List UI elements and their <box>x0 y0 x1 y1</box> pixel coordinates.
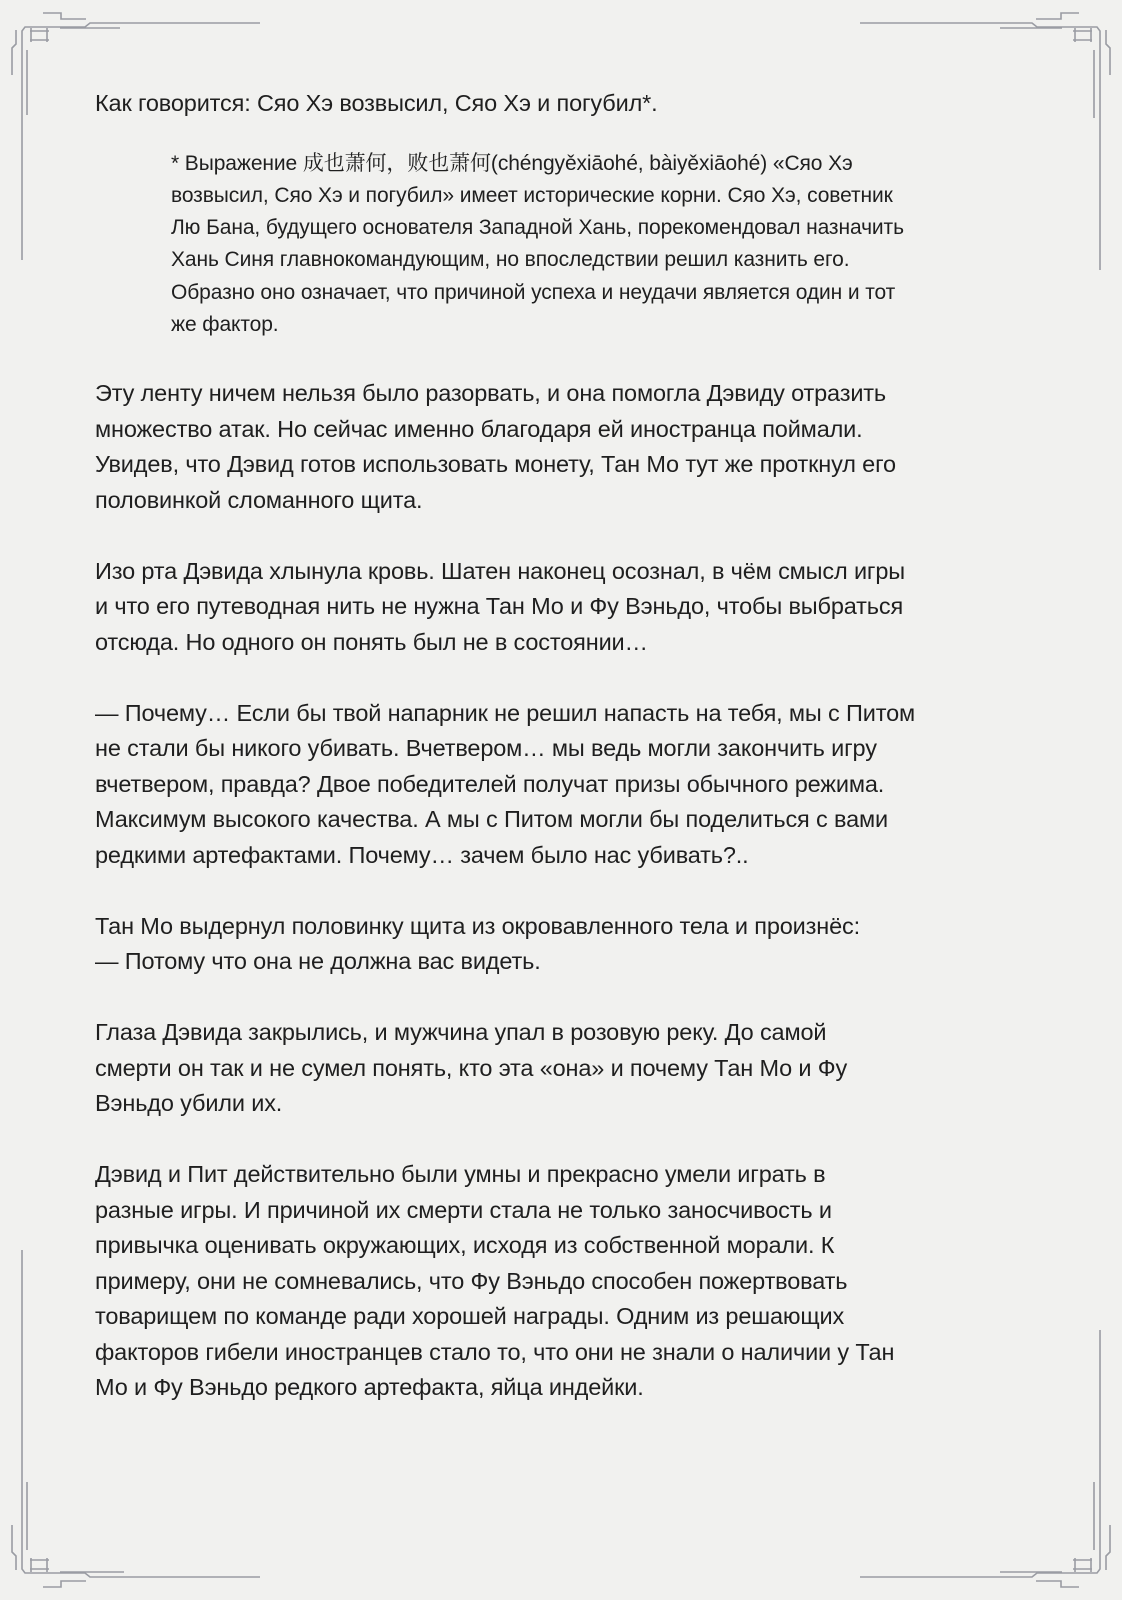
footnote-line: * Выражение 成也萧何，败也萧何(chéngyěxiāohé, bàiyěxiāohé) «Сяо Хэ <box>171 151 853 175</box>
text-line: разные игры. И причиной их смерти стала не только заносчивость и <box>95 1196 832 1223</box>
paragraph-reflection <box>95 1157 1025 1406</box>
text-line: факторов гибели иностранцев стало то, что они не знали о наличии у Тан <box>95 1338 895 1365</box>
text-line: Глаза Дэвида закрылись, и мужчина упал в розовую реку. До самой <box>95 1019 827 1046</box>
footnote-line: Хань Синя главнокомандующим, но впоследствии решил казнить его. <box>171 248 850 272</box>
text-line: Как говорится: Сяо Хэ возвысил, Сяо Хэ и погубил*. <box>95 90 658 116</box>
text-line: — Потому что она не должна вас видеть. <box>95 948 541 975</box>
text-line: смерти он так и не сумел понять, кто эта «она» и почему Тан Мо и Фу <box>95 1054 848 1081</box>
text-line: Дэвид и Пит действительно были умны и прекрасно умели играть в <box>95 1161 826 1188</box>
text-line: привычка оценивать окружающих, исходя из собственной морали. К <box>95 1232 835 1259</box>
text-line: отсюда. Но одного он понять был не в состоянии… <box>95 628 648 655</box>
text-line: вчетвером, правда? Двое победителей получат призы обычного режима. <box>95 770 885 797</box>
footnote-line: Лю Бана, будущего основателя Западной Хань, порекомендовал назначить <box>171 216 904 240</box>
text-line: не стали бы никого убивать. Вчетвером… мы ведь могли закончить игру <box>95 735 877 762</box>
text-line: Увидев, что Дэвид готов использовать монету, Тан Мо тут же проткнул его <box>95 451 896 478</box>
text-line: Мо и Фу Вэньдо редкого артефакта, яйца индейки. <box>95 1374 644 1401</box>
paragraph-dialogue-why <box>95 696 1025 874</box>
text-line: Тан Мо выдернул половинку щита из окровавленного тела и произнёс: <box>95 912 861 939</box>
paragraph-answer <box>95 909 1025 980</box>
text-line: товарищем по команде ради хорошей награды. Одним из решающих <box>95 1303 845 1330</box>
text-line: множество атак. Но сейчас именно благодаря ей иностранца поймали. <box>95 415 863 442</box>
text-line: Максимум высокого качества. А мы с Питом могли бы поделиться с вами <box>95 806 888 833</box>
text-line: Вэньдо убили их. <box>95 1090 283 1117</box>
text-line: и что его путеводная нить не нужна Тан Мо и Фу Вэньдо, чтобы выбраться <box>95 593 904 620</box>
paragraph-death <box>95 1015 1025 1122</box>
lead-sentence <box>95 86 1025 122</box>
text-line: Эту ленту ничем нельзя было разорвать, и она помогла Дэвиду отразить <box>95 380 887 407</box>
paragraph-blood <box>95 554 1025 661</box>
footnote-line: возвысил, Сяо Хэ и погубил» имеет исторические корни. Сяо Хэ, советник <box>171 183 893 207</box>
paragraph-ribbon <box>95 376 1025 518</box>
text-line: половинкой сломанного щита. <box>95 486 423 513</box>
text-line: — Почему… Если бы твой напарник не решил напасть на тебя, мы с Питом <box>95 699 915 726</box>
footnote-line: Образно оно означает, что причиной успеха и неудачи является один и тот <box>171 280 896 304</box>
text-line: примеру, они не сомневались, что Фу Вэньдо способен пожертвовать <box>95 1267 848 1294</box>
footnote <box>171 148 1021 342</box>
text-line: редкими артефактами. Почему… зачем было нас убивать?.. <box>95 841 749 868</box>
text-line: Изо рта Дэвида хлынула кровь. Шатен наконец осознал, в чём смысл игры <box>95 557 906 584</box>
footnote-line: же фактор. <box>171 312 279 336</box>
page-content <box>95 86 1025 1406</box>
